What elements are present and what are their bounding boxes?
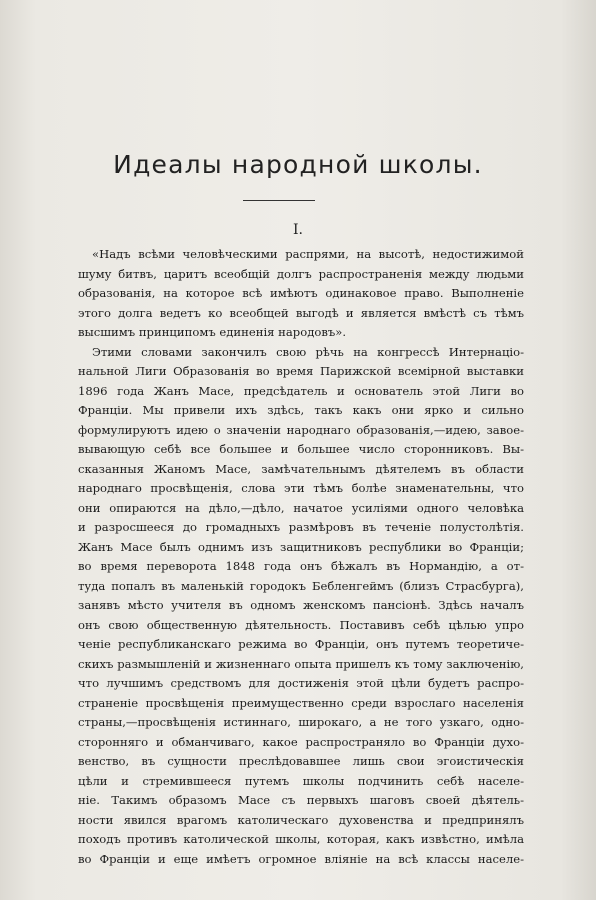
title-divider	[243, 200, 315, 201]
text-line: походъ противъ католической школы, которая, какъ извѣстно, имѣла	[78, 832, 524, 846]
text-line: и разросшееся до громадныхъ размѣровъ въ теченіе полустолѣтія.	[78, 520, 524, 534]
text-line: занявъ мѣсто учителя въ одномъ женскомъ пансіонѣ. Здѣсь началъ	[78, 598, 524, 612]
text-line: цѣли и стремившееся путемъ школы подчинить себѣ населе-	[78, 773, 524, 788]
text-line: «Надъ всѣми человѣческими распрями, на высотѣ, недостижимой	[92, 247, 524, 261]
text-line: туда попалъ въ маленькій городокъ Бебленгеймъ (близъ Страсбурга),	[78, 578, 524, 593]
text-line: онъ свою общественную дѣятельность. Поставивъ себѣ цѣлью упро	[78, 617, 524, 632]
body-text	[78, 245, 524, 869]
text-line: народнаго просвѣщенія, слова эти тѣмъ болѣе знаменательны, что	[78, 481, 524, 495]
text-line: сторонняго и обманчиваго, какое распространяло во Франціи духо-	[78, 734, 524, 749]
section-number: I.	[293, 222, 303, 238]
text-line: вывающую себѣ все большее и большее число сторонниковъ. Вы-	[78, 442, 524, 456]
text-line: они опираются на дѣло,—дѣло, начатое усиліями одного человѣка	[78, 500, 524, 515]
text-line: сказанныя Жаномъ Масе, замѣчательнымъ дѣятелемъ въ области	[78, 461, 524, 476]
text-line: что лучшимъ средствомъ для достиженія этой цѣли будетъ распро-	[78, 676, 524, 690]
text-line: страны,—просвѣщенія истиннаго, широкаго, а не того узкаго, одно-	[78, 715, 524, 729]
text-line: высшимъ принципомъ единенія народовъ».	[78, 325, 346, 339]
text-line: скихъ размышленій и жизненнаго опыта пришелъ къ тому заключенію,	[78, 656, 524, 671]
text-line: нальной Лиги Образованія во время Парижской всемірной выставки	[78, 364, 524, 378]
text-line: венство, въ сущности преслѣдовавшее лишь свои эгоистическія	[78, 754, 524, 768]
text-line: страненіе просвѣщенія преимущественно среди взрослаго населенія	[78, 695, 524, 710]
text-line: Жанъ Масе былъ однимъ изъ защитниковъ республики во Франціи;	[78, 539, 524, 554]
text-line: 1896 года Жанъ Масе, предсѣдатель и основатель этой Лиги во	[78, 383, 524, 398]
text-line: во время переворота 1848 года онъ бѣжалъ въ Нормандію, а от-	[78, 559, 524, 573]
text-line: Этими словами закончилъ свою рѣчь на конгрессѣ Интернаціо-	[92, 344, 524, 359]
text-line: образованія, на которое всѣ имѣютъ одинаковое право. Выполненіе	[78, 286, 524, 300]
page-title: Идеалы народной школы.	[113, 150, 483, 179]
text-line: ченіе республиканскаго режима во Франціи, онъ путемъ теоретиче-	[78, 637, 524, 651]
text-line: этого долга ведетъ ко всеобщей выгодѣ и является вмѣстѣ съ тѣмъ	[78, 305, 524, 320]
text-line: ности явился врагомъ католическаго духовенства и предпринялъ	[78, 812, 524, 827]
text-line: во Франціи и еще имѣетъ огромное вліяніе на всѣ классы населе-	[78, 851, 524, 866]
text-line: Франціи. Мы привели ихъ здѣсь, такъ какъ они ярко и сильно	[78, 403, 524, 417]
text-line: шуму битвъ, царитъ всеобщій долгъ распространенія между людьми	[78, 266, 524, 281]
text-line: формулируютъ идею о значеніи народнаго образованія,—идею, завое-	[78, 422, 524, 437]
text-line: ніе. Такимъ образомъ Масе съ первыхъ шаговъ своей дѣятель-	[78, 793, 524, 807]
